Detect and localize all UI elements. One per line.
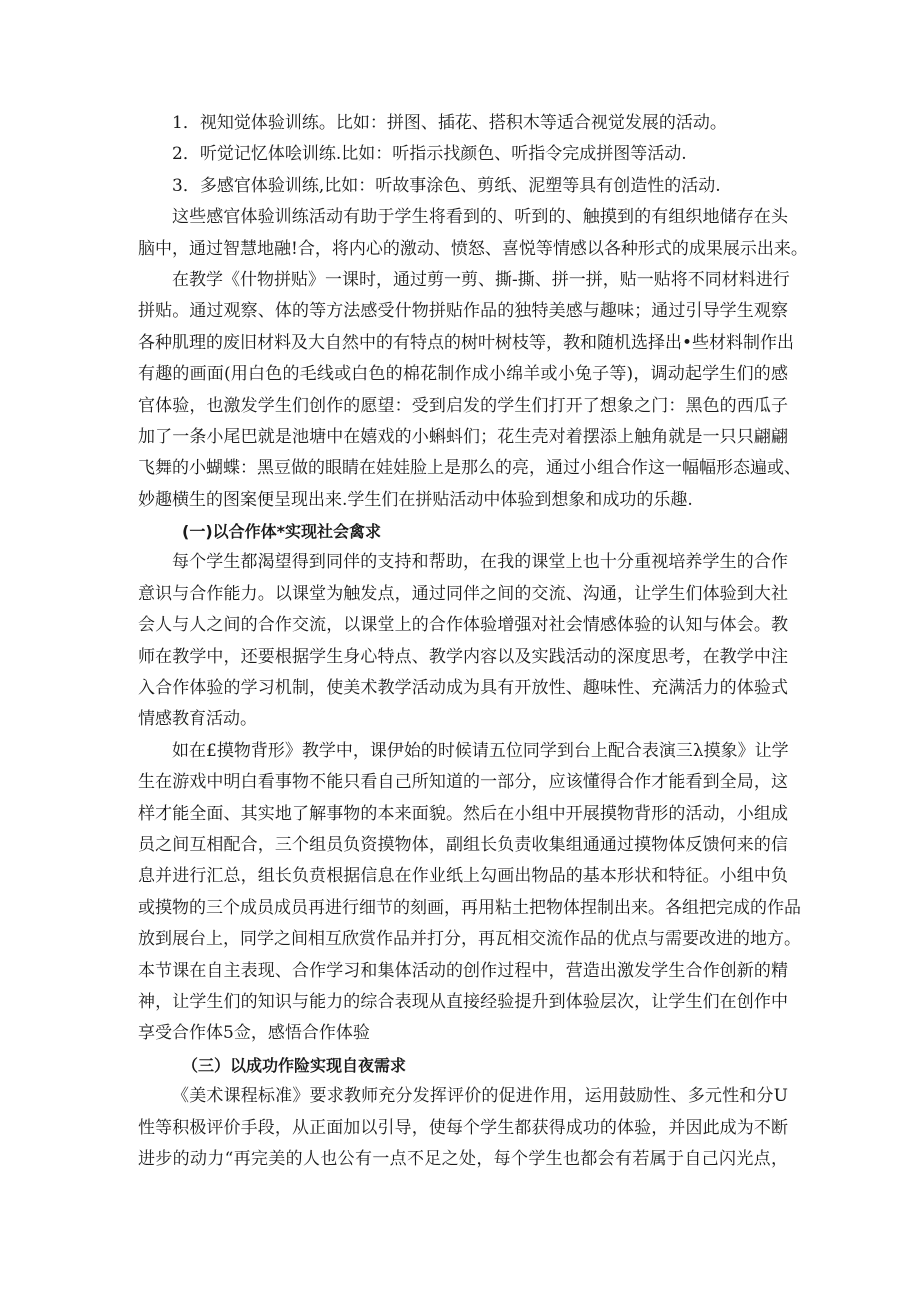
paragraph xyxy=(138,736,801,1050)
text-line: 这些感官体验训练活动有助于学生将看到的、听到的、触摸到的有组织地储存在头 xyxy=(172,207,788,228)
numbered-list xyxy=(138,108,788,202)
text-line: 官体验，也激发学生们创作的愿望：受到启发的学生们打开了想象之门：黑色的西瓜子 xyxy=(138,395,788,416)
text-line: 飞舞的小蝴蝶：黑豆做的眼睛在娃娃脸上是那么的亮，通过小组合作这一幅幅形态遍或、 xyxy=(138,458,801,479)
text-line: 放到展台上，同学之间相互欣赏作品并打分，再瓦相交流作品的优点与需要改进的地方。 xyxy=(138,929,801,950)
text-line: 进步的动力“再完美的人也公有一点不足之处，每个学生也都会有若属于自己闪光点， xyxy=(138,1148,788,1169)
text-line: 入合作体验的学习机制，使美术教学活动成为具有开放性、趣味性、充满活力的体验式 xyxy=(138,678,788,699)
text-line: 如在£摸物背形》教学中，课伊始的时候请五位同学到台上配合表演三λ摸象》让学 xyxy=(172,740,789,761)
text-line: 师在教学中，还要根据学生身心特点、教学内容以及实践活动的深度思考，在教学中注 xyxy=(138,646,788,667)
text-line: 意识与合作能力。以课堂为触发点，通过同伴之间的交流、沟通，让学生们体验到大社 xyxy=(138,583,788,604)
text-line: 脑中，通过智慧地融!合，将内心的激动、愤怒、喜悦等情感以各种形式的成果展示出来。 xyxy=(138,238,808,259)
text-line: 加了一条小尾巴就是池塘中在嬉戏的小蝌蚪们；花生壳对着摆添上触角就是一只只翩翩 xyxy=(138,426,788,447)
text-line: 或摸物的三个成员成员再进行细节的刻画，再用粘土把物体捏制出来。各组把完成的作品 xyxy=(138,897,801,918)
text-line: 妙趣横生的图案便呈现出来.学生们在拼贴活动中体验到想象和成功的乐趣. xyxy=(138,489,693,510)
paragraph xyxy=(138,1081,788,1175)
text-line: 样才能全面、其实地了解事物的本来面貌。然后在小组中开展摸物背形的活动，小组成 xyxy=(138,803,788,824)
list-item: 2．听觉记忆体哙训练.比如：听指示找颜色、听指令完成拼图等活动. xyxy=(172,144,687,165)
text-line: 会人与人之间的合作交流，以课堂上的合作体验增强对社会情感体验的认知与体会。教 xyxy=(138,615,788,636)
paragraph xyxy=(138,265,801,516)
document-body xyxy=(138,108,808,1175)
text-line: 拼贴。通过观察、体的等方法感受什物拼贴作品的独特美感与趣味；通过引导学生观察 xyxy=(138,301,788,322)
section-heading: (一)以合作体*实现社会禽求 xyxy=(182,522,381,542)
list-item: 3．多感官体验训练,比如：听故事涂色、剪纸、泥塑等具有创造性的活动. xyxy=(172,175,721,196)
text-line: 息并进行汇总，组长负贲根据信息在作业纸上勾画出物品的基本形状和特征。小组中负 xyxy=(138,866,788,887)
text-line: 每个学生都渴望得到同伴的支持和帮助，在我的课堂上也十分重视培养学生的合作 xyxy=(172,552,788,573)
text-line: 情感教育活动。 xyxy=(138,709,257,730)
text-line: 生在游戏中明白看事物不能只看自己所知道的一部分，应该懂得合作才能看到全局，这 xyxy=(138,772,788,793)
text-line: 各种肌理的废旧材料及大自然中的有特点的树叶树枝等，教和随机选择出•些材料制作出 xyxy=(138,332,795,353)
text-line: 性等积极评价手段，从正面加以引导，使每个学生都获得成功的体验，并因此成为不断 xyxy=(138,1117,788,1138)
text-line: 在教学《什物拼贴》一课时，通过剪一剪、撕-撕、拼一拼，贴一贴将不同材料进行 xyxy=(172,269,790,290)
section-heading: （三）以成功作险实现自夜需求 xyxy=(182,1055,407,1075)
text-line: 神，让学生们的知识与能力的综合表现从直接经验提升到体验层次，让学生们在创作中 xyxy=(138,991,788,1012)
text-line: 《美术课程标准》要求教师充分发挥评价的促进作用，运用鼓励性、多元性和分U xyxy=(172,1086,788,1107)
list-item: 1．视知觉体验训练。比如：拼图、插花、搭积木等适合视觉发展的活动。 xyxy=(172,113,727,133)
paragraph xyxy=(138,202,808,265)
text-line: 员之间互相配合，三个组员负资摸物体，副组长负责收集组通通过摸物体反馈何来的信 xyxy=(138,834,788,855)
text-line: 享受合作体5佥，感悟合作体验 xyxy=(138,1023,370,1044)
paragraph xyxy=(138,547,788,735)
text-line: 有趣的画面(用白色的毛线或白色的棉花制作成小绵羊或小兔子等)，调动起学生们的感 xyxy=(138,364,788,385)
text-line: 本节课在自主表现、合作学习和集体活动的创作过程中，营造出激发学生合作创新的精 xyxy=(138,960,788,981)
